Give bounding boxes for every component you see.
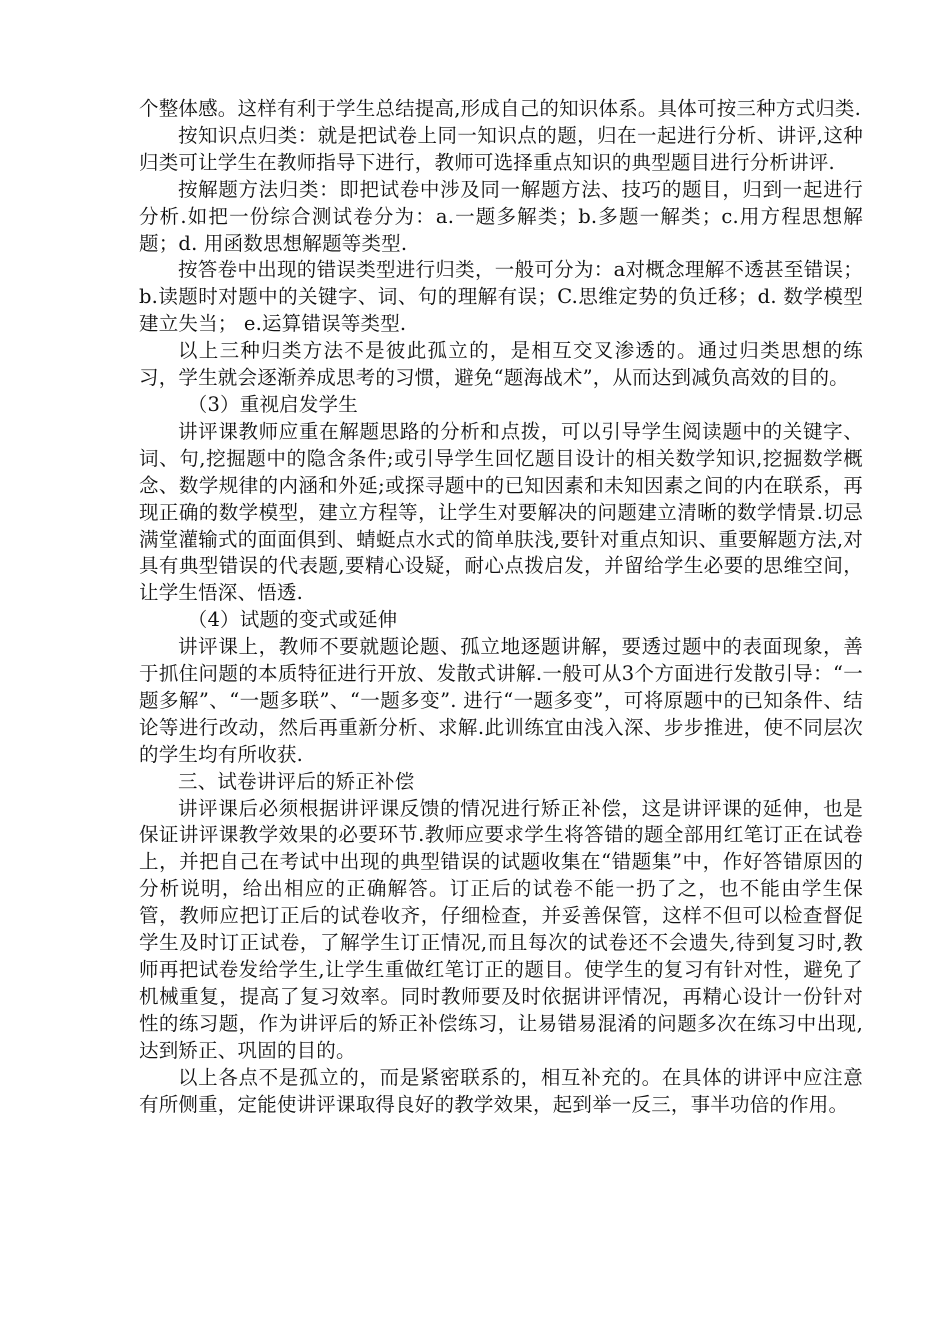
paragraph-classify-by-method: 按解题方法归类：即把试卷中涉及同一解题方法、技巧的题目，归到一起进行分析.如把一份综合测试卷分为：a.一题多解类；b.多题一解类；c.用方程思想解题；d. 用函数思想解题等类型. xyxy=(139,177,863,255)
paragraph-classify-by-error: 按答卷中出现的错误类型进行归类，一般可分为：a对概念理解不透甚至错误；b.读题时对题中的关键字、词、句的理解有误；C.思维定势的负迁移；d. 数学模型建立失当； e.运算错误等类型. xyxy=(139,258,863,336)
subheading-inspire-students: （3）重视启发学生 xyxy=(187,392,358,416)
paragraph-conclusion: 以上各点不是孤立的，而是紧密联系的，相互补充的。在具体的讲评中应注意有所侧重，定能使讲评课取得良好的教学效果，起到举一反三，事半功倍的作用。 xyxy=(139,1065,863,1116)
document-page xyxy=(139,96,863,1118)
paragraph-classify-by-knowledge: 按知识点归类：就是把试卷上同一知识点的题，归在一起进行分析、讲评,这种归类可让学生在教师指导下进行，教师可选择重点知识的典型题目进行分析讲评. xyxy=(139,123,863,174)
section-heading-correction: 三、试卷讲评后的矫正补偿 xyxy=(178,769,415,793)
subheading-variation-extension: （4）试题的变式或延伸 xyxy=(187,608,398,632)
paragraph-continued-intro: 个整体感。这样有利于学生总结提高,形成自己的知识体系。具体可按三种方式归类. xyxy=(139,97,861,120)
paragraph-inspire-students: 讲评课教师应重在解题思路的分析和点拨，可以引导学生阅读题中的关键字、词、句,挖掘题中的隐含条件;或引导学生回忆题目设计的相关数学知识,挖掘数学概念、数学规律的内涵和外延;或探寻题中的已知因素和未知因素之间的内在联系，再现正确的数学模型，建立方程等，让学生对要解决的问题建立清晰的数学情景.切忌满堂灌输式的面面俱到、蜻蜓点水式的简单肤浅,要针对重点知识、重要解题方法,对具有典型错误的代表题,要精心设疑，耐心点拨启发，并留给学生必要的思维空间，让学生悟深、悟透. xyxy=(139,419,863,605)
paragraph-correction: 讲评课后必须根据讲评课反馈的情况进行矫正补偿，这是讲评课的延伸，也是保证讲评课教学效果的必要环节.教师应要求学生将答错的题全部用红笔订正在试卷上，并把自己在考试中出现的典型错误的试题收集在“错题集”中，作好答错原因的分析说明，给出相应的正确解答。订正后的试卷不能一扔了之，也不能由学生保管，教师应把订正后的试卷收齐，仔细检查，并妥善保管，这样不但可以检查督促学生及时订正试卷，了解学生订正情况,而且每次的试卷还不会遗失,待到复习时,教师再把试卷发给学生,让学生重做红笔订正的题目。使学生的复习有针对性，避免了机械重复，提高了复习效率。同时教师要及时依据讲评情况，再精心设计一份针对性的练习题，作为讲评后的矫正补偿练习，让易错易混淆的问题多次在练习中出现,达到矫正、巩固的目的。 xyxy=(139,796,863,1062)
paragraph-variation-extension: 讲评课上，教师不要就题论题、孤立地逐题讲解，要透过题中的表面现象，善于抓住问题的本质特征进行开放、发散式讲解.一般可从3个方面进行发散引导：“一题多解”、“一题多联”、“一题多变”. 进行“一题多变”，可将原题中的已知条件、结论等进行改动，然后再重新分析、求解.此训练宜由浅入深、步步推进，使不同层次的学生均有所收获. xyxy=(139,635,863,766)
paragraph-classify-summary: 以上三种归类方法不是彼此孤立的，是相互交叉渗透的。通过归类思想的练习，学生就会逐渐养成思考的习惯，避免“题海战术”，从而达到减负高效的目的。 xyxy=(139,339,863,390)
